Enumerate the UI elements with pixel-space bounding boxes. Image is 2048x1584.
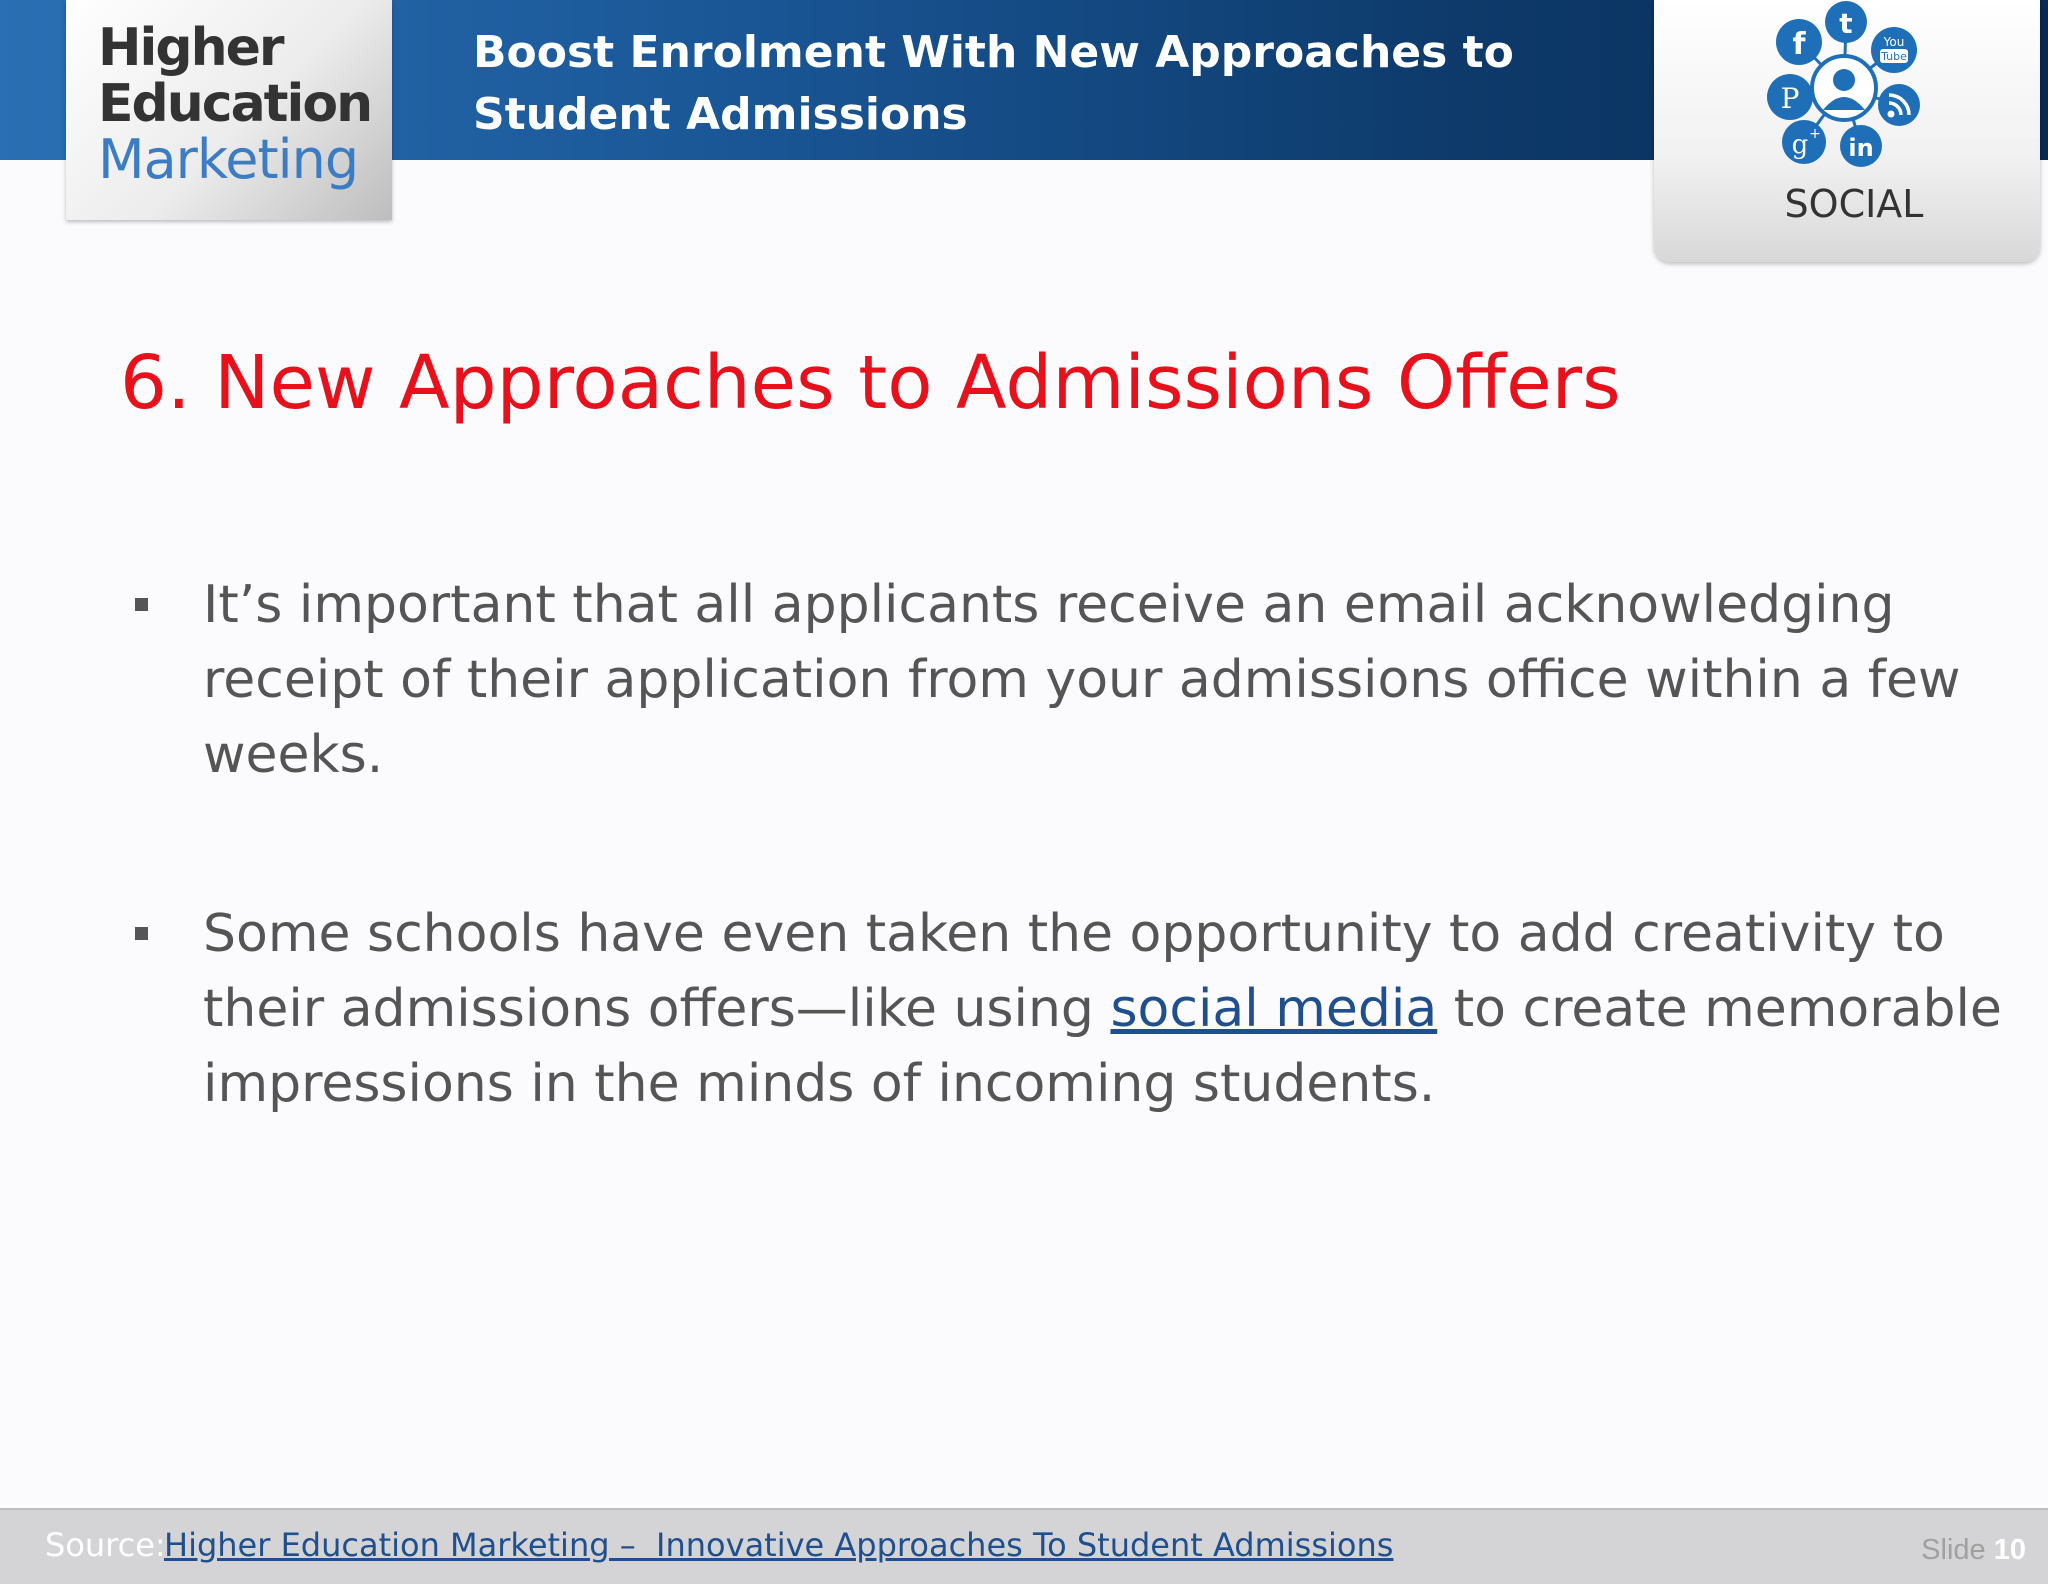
- facebook-icon: [1776, 19, 1822, 65]
- bullet-text-after-link: to create memorable impressions in the minds of incoming students.: [203, 979, 2002, 1114]
- social-network-graphic: [1744, 0, 1944, 175]
- svg-text:in: in: [1848, 134, 1874, 162]
- slide-title: 6. New Approaches to Admissions Offers: [120, 340, 1621, 426]
- svg-text:g: g: [1791, 130, 1809, 160]
- source-label: Source:: [45, 1526, 166, 1564]
- google-plus-icon: [1782, 120, 1826, 164]
- user-icon: [1812, 56, 1876, 120]
- slide-number: [1921, 1534, 2026, 1567]
- svg-text:You: You: [1883, 35, 1905, 49]
- rss-icon: [1878, 84, 1920, 126]
- footer-bar: [0, 1508, 2048, 1584]
- svg-text:Tube: Tube: [1881, 50, 1907, 63]
- linkedin-icon: [1840, 125, 1882, 167]
- svg-text:P: P: [1780, 82, 1800, 115]
- svg-text:t: t: [1839, 7, 1853, 40]
- pinterest-icon: [1767, 74, 1813, 120]
- source-link[interactable]: Higher Education Marketing – Innovative Approaches To Student Admissions: [164, 1526, 1394, 1564]
- logo-text-higher: Higher: [98, 18, 283, 78]
- brand-logo: [66, 0, 392, 220]
- bullet-text: It’s important that all applicants receive an email acknowledging receipt of their application from your admissions office within a few weeks.: [203, 575, 1961, 785]
- youtube-icon: [1871, 27, 1917, 73]
- svg-text:f: f: [1792, 27, 1806, 62]
- bullet-text: [203, 897, 2033, 1122]
- bullet-text-before-link: Some schools have even taken the opportunity to add creativity to their admissions offers—like using: [203, 904, 1945, 1039]
- twitter-icon: [1825, 1, 1867, 43]
- header-title: Boost Enrolment With New Approaches to Student Admissions: [473, 27, 1514, 140]
- logo-text-education: Education: [98, 74, 372, 134]
- social-label: SOCIAL: [1784, 182, 1924, 226]
- bullet-marker: [135, 927, 148, 940]
- slide-number-value: 10: [1993, 1534, 2026, 1566]
- slide-label: Slide: [1921, 1534, 1986, 1566]
- bullet-marker: [135, 598, 148, 611]
- social-media-link[interactable]: social media: [1110, 979, 1438, 1039]
- logo-text-marketing: Marketing: [98, 128, 359, 191]
- social-badge: [1654, 0, 2040, 262]
- svg-text:+: +: [1809, 126, 1821, 142]
